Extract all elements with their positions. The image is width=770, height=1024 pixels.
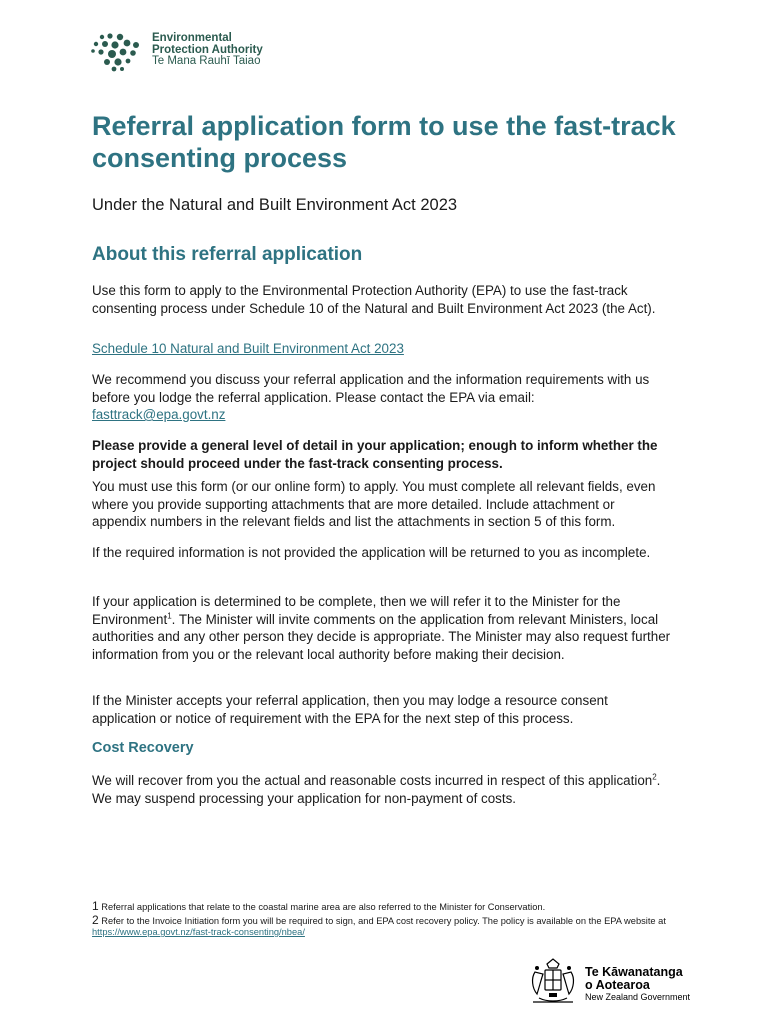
cost-text-a: We will recover from you the actual and reasonable costs incurred in respect of this application	[92, 773, 653, 788]
recommend-paragraph	[92, 371, 672, 424]
cost-paragraph	[92, 772, 672, 807]
page-subtitle: Under the Natural and Built Environment Act 2023	[92, 196, 458, 214]
must-use-paragraph: You must use this form (or our online form) to apply. You must complete all relevant fields, even where you provide supporting attachments that are more detailed. Include attachment or appendix numbers in the relevant fields and list the attachments in section 5 of this form.	[92, 479, 656, 529]
accepts-paragraph: If the Minister accepts your referral application, then you may lodge a resource consent application or notice of requirement with the EPA for the next step of this process.	[92, 693, 608, 726]
govt-line-1: Te Kāwanatanga	[585, 965, 683, 979]
epa-logo	[90, 33, 263, 73]
complete-text-a: If your application is determined to be complete, then we will refer it to the Minister for the Environment	[92, 594, 621, 627]
incomplete-paragraph: If the required information is not provided the application will be returned to you as incomplete.	[92, 545, 651, 560]
page-title: Referral application form to use the fast-track consenting process	[92, 111, 676, 173]
footnote-1-text: Referral applications that relate to the coastal marine area are also referred to the Minister for Conservation.	[98, 902, 546, 912]
govt-line-2: o Aotearoa	[585, 977, 650, 992]
footnote-ref-2: 2	[652, 772, 657, 782]
cost-recovery-heading: Cost Recovery	[92, 740, 194, 756]
intro-paragraph: Use this form to apply to the Environmental Protection Authority (EPA) to use the fast-track consenting process under Schedule 10 of the Natural and Built Environment Act 2023 (the Act).	[92, 283, 656, 316]
epa-policy-link[interactable]: https://www.epa.govt.nz/fast-track-consenting/nbea/	[92, 927, 305, 937]
logo-line-2: Protection Authority	[152, 43, 263, 56]
footnote-2-number: 2	[92, 912, 99, 927]
cost-text-b: . We may suspend processing your application for non-payment of costs.	[92, 773, 661, 806]
logo-line-1: Environmental	[152, 32, 232, 44]
footnote-ref-1: 1	[167, 611, 172, 621]
schedule-link[interactable]: Schedule 10 Natural and Built Environment Act 2023	[92, 341, 404, 356]
footnote-1	[92, 901, 672, 914]
detail-note: Please provide a general level of detail in your application; enough to inform whether the project should proceed under the fast-track consenting process.	[92, 438, 658, 471]
recommend-text: We recommend you discuss your referral application and the information requirements with us before you lodge the referral application. Please contact the EPA via email:	[92, 372, 650, 405]
footnote-2-text: Refer to the Invoice Initiation form you will be required to sign, and EPA cost recovery policy. The policy is available on the EPA website at	[98, 915, 666, 926]
footnote-2	[92, 912, 672, 939]
nz-government-logo	[527, 958, 690, 1008]
logo-line-3: Te Mana Rauhī Taiao	[152, 55, 261, 67]
coat-of-arms-icon	[527, 958, 579, 1008]
section-heading: About this referral application	[92, 244, 363, 265]
complete-paragraph	[92, 593, 672, 663]
complete-text-b: . The Minister will invite comments on the application from relevant Ministers, local authorities and any other person they decide is appropriate. The Minister may also request further information from you or the relevant local authority before making their decision.	[92, 611, 671, 662]
govt-line-3: New Zealand Government	[585, 992, 691, 1002]
email-link[interactable]: fasttrack@epa.govt.nz	[92, 407, 226, 422]
epa-dots-icon	[90, 33, 148, 73]
footnote-1-number: 1	[92, 899, 99, 913]
footnotes	[92, 901, 672, 940]
